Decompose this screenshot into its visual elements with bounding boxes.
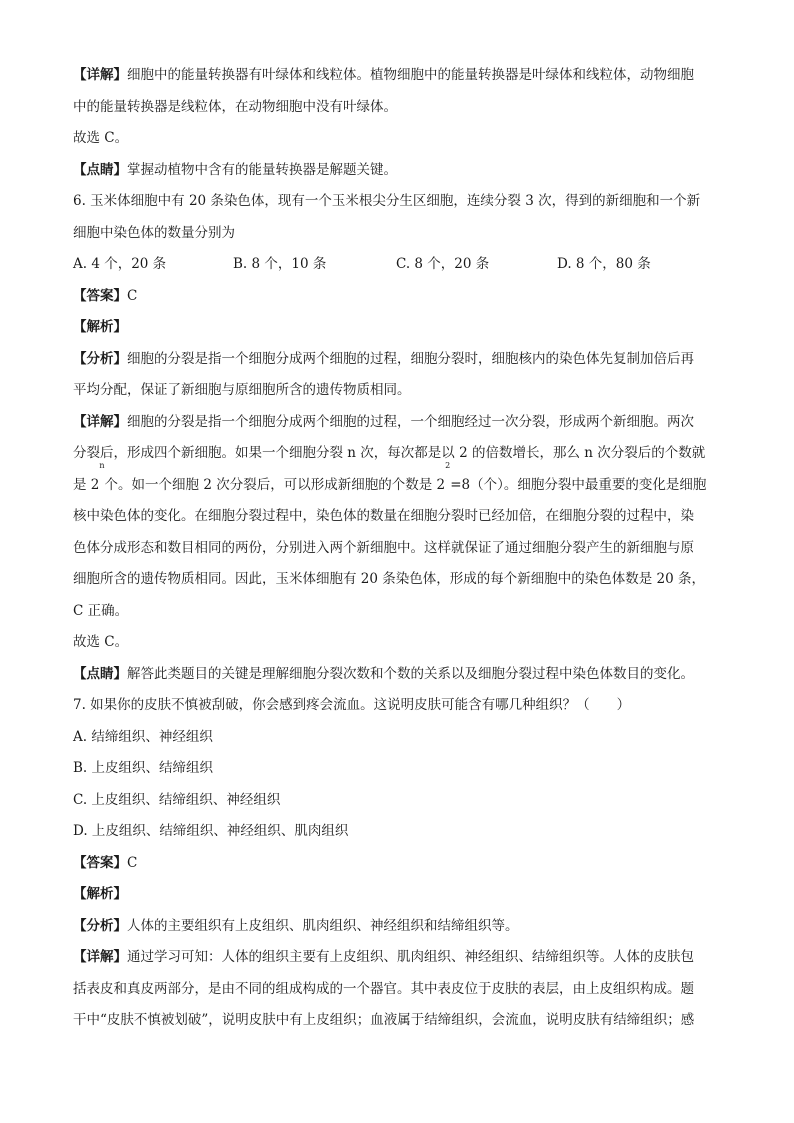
answer-line: [73, 848, 723, 880]
detail-paragraph-line: 括表皮和真皮两部分，是由不同的组成构成的一个器官。其中表皮位于皮肤的表层，由上皮组织构成。题: [73, 980, 694, 997]
analysis-heading: 【解析】: [73, 886, 127, 902]
tip-tag: 【点睛】: [73, 665, 127, 682]
analysis-line: 【分析】人体的主要组织有上皮组织、肌肉组织、神经组织和结缔组织等。: [73, 917, 519, 934]
option-a: A. 4 个，20 条: [73, 256, 167, 272]
detail-paragraph-line: 分裂后，形成四个新细胞。如果一个细胞分裂 n 次，每次都是以 2 的倍数增长，那么 n 次分裂后的个数就: [73, 445, 706, 461]
detail-paragraph-line: 是 2$^n$个。如一个细胞 2 次分裂后，可以形成新细胞的个数是 $2^2=8$（个）。细胞分裂中最重要的变化是细胞: [73, 460, 707, 493]
detail-tag: 【详解】: [73, 949, 127, 965]
choice-conclusion: 故选 C。: [73, 634, 129, 650]
detail-paragraph-line: C 正确。: [73, 602, 129, 619]
option-b: B. 上皮组织、结缔组织: [73, 760, 214, 776]
analysis-line: 平均分配，保证了新细胞与原细胞所含的遗传物质相同。: [73, 382, 411, 398]
option-a: A. 结缔组织、神经组织: [73, 728, 213, 745]
question-6-stem: 6. 玉米体细胞中有 20 条染色体，现有一个玉米根尖分生区细胞，连续分裂 3 次，得到的新细胞和一个新: [73, 193, 701, 209]
option-d: D. 上皮组织、结缔组织、神经组织、肌肉组织: [73, 823, 349, 839]
option-c: C. 上皮组织、结缔组织、神经组织: [73, 791, 281, 808]
answer-line: [73, 281, 723, 313]
tip-tag: 【点睛】: [73, 161, 127, 178]
analysis-heading: 【解析】: [73, 319, 127, 335]
answer-value: C: [127, 854, 138, 871]
question-6-stem: 细胞中染色体的数量分别为: [73, 224, 235, 241]
detail-paragraph-line: 核中染色体的变化。在细胞分裂过程中，染色体的数量在细胞分裂时已经加倍，在细胞分裂的过程中，染: [73, 508, 694, 524]
detail-paragraph-line: 细胞所含的遗传物质相同。因此，玉米体细胞有 20 条染色体，形成的每个新细胞中的染色体数是 20 条，: [73, 571, 706, 587]
detail-paragraph-line: 干中“皮肤不慎被划破”，说明皮肤中有上皮组织；血液属于结缔组织，会流血，说明皮肤有结缔组织；感: [73, 1012, 695, 1028]
answer-tag: 【答案】: [73, 287, 127, 304]
detail-paragraph-line: 【详解】通过学习可知：人体的组织主要有上皮组织、肌肉组织、神经组织、结缔组织等。人体的皮肤包: [73, 949, 694, 965]
superscript-n: n: [99, 460, 105, 470]
option-c: C. 8 个，20 条: [396, 256, 490, 272]
analysis-line: 【分析】细胞的分裂是指一个细胞分成两个细胞的过程，细胞分裂时，细胞核内的染色体先复制加倍后再: [73, 350, 694, 367]
question-6-options: [73, 249, 723, 281]
question-7-stem: 7. 如果你的皮肤不慎被刮破，你会感到疼会流血。这说明皮肤可能含有哪几种组织？（ ）: [73, 697, 631, 713]
detail-paragraph-line: 色体分成形态和数目相同的两份，分别进入两个新细胞中。这样就保证了通过细胞分裂产生的新细胞与原: [73, 539, 694, 556]
choice-conclusion: 故选 C。: [73, 130, 129, 146]
detail-paragraph-line: 【详解】细胞的分裂是指一个细胞分成两个细胞的过程，一个细胞经过一次分裂，形成两个新细胞。两次: [73, 413, 694, 430]
answer-tag: 【答案】: [73, 854, 127, 871]
tip-line: 【点睛】掌握动植物中含有的能量转换器是解题关键。: [73, 161, 397, 178]
fenxi-tag: 【分析】: [73, 350, 127, 367]
option-b: B. 8 个，10 条: [233, 256, 327, 272]
detail-tag: 【详解】: [73, 413, 127, 430]
fenxi-tag: 【分析】: [73, 917, 127, 934]
option-d: D. 8 个，80 条: [557, 256, 651, 272]
answer-value: C: [127, 287, 138, 304]
detail-tag: 【详解】: [73, 67, 127, 83]
detail-paragraph-line: 【详解】细胞中的能量转换器有叶绿体和线粒体。植物细胞中的能量转换器是叶绿体和线粒体，动物细胞: [73, 67, 694, 83]
superscript-2: 2: [445, 460, 451, 470]
tip-line: 【点睛】解答此类题目的关键是理解细胞分裂次数和个数的关系以及细胞分裂过程中染色体数目的变化。: [73, 665, 694, 682]
detail-paragraph-line: 中的能量转换器是线粒体，在动物细胞中没有叶绿体。: [73, 98, 397, 115]
